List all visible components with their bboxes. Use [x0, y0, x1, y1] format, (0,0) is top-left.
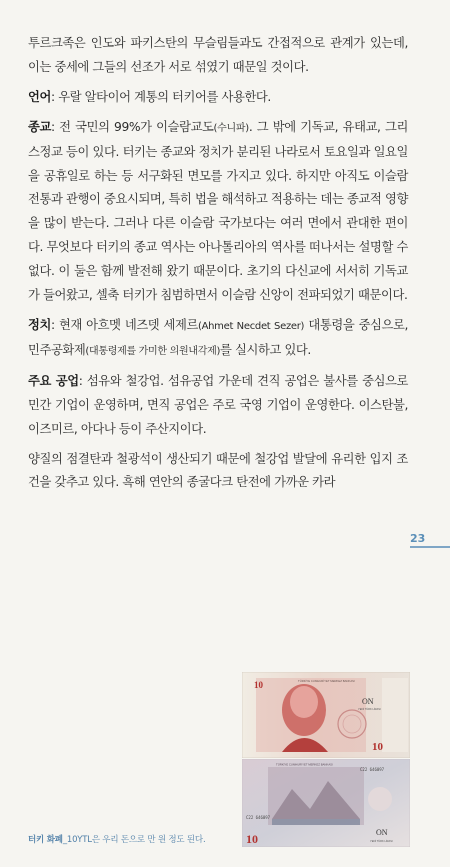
caption-title: 터키 화폐: [28, 835, 63, 845]
banknote-serial-top: C22 646097: [360, 767, 385, 772]
banknote-front-value-bottom: 10: [372, 741, 383, 753]
paragraph-intro: 투르크족은 인도와 파키스탄의 무슬림들과도 간접적으로 관계가 있는데, 이는 중세에 그들의 선조가 서로 섞였기 때문일 것이다.: [28, 36, 408, 74]
banknote-back-on: ON: [376, 828, 388, 837]
paragraph-politics: 정치: 현재 아흐멧 네즈뎃 세제르(Ahmet Necdet Sezer) 대통령을 중심으로, 민주공화제(대통령제를 가미한 의원내각제)를 실시하고 있다.: [28, 317, 409, 357]
politics-label: 정치: [28, 317, 51, 332]
banknote-front-on: ON: [362, 697, 374, 706]
photo-caption: [28, 833, 205, 845]
page-number: 23: [410, 532, 426, 545]
page-number-rule: [410, 546, 450, 548]
paragraph-language: 언어: 우랄 알타이어 계통의 터키어를 사용한다.: [28, 89, 271, 104]
paragraph-steel: 양질의 점결탄과 철광석이 생산되기 때문에 철강업 발달에 유리한 입지 조건을 갖추고 있다. 흑해 연안의 종굴다크 탄전에 가까운 카라: [28, 451, 408, 490]
banknote-serial-bottom: C22 646097: [246, 815, 271, 820]
banknote-photo: [242, 672, 410, 848]
banknote-front-currency: YENİ TÜRK LİRASI: [358, 708, 381, 711]
paragraph-industry: 주요 공업: 섬유와 철강업. 섬유공업 가운데 견직 공업은 불사를 중심으로 민간 기업이 운영하며, 면직 공업은 주로 국영 기업이 운영한다. 이스탄불, 이즈미르, 아다나 등이 주산지이다.: [28, 373, 409, 436]
banknote-back-image: [242, 759, 410, 847]
language-label: 언어: [28, 89, 51, 104]
industry-label: 주요 공업: [28, 373, 79, 388]
banknote-front-image: [242, 672, 410, 758]
paragraph-religion: 종교: 전 국민의 99%가 이슬람교도(수니파). 그 밖에 기독교, 유태교, 그리스정교 등이 있다. 터키는 종교와 정치가 분리된 나라로서 토요일과 일요일을 공휴일로 하는 등 서구화된 면모를 가지고 있다. 하지만 아직도 이슬람 전통과 관행이 중요시되며, 특히 법을 해석하고 적용하는 데는 종교적 영향을 많이 받는다. 그러나 다른 이슬람 국가보다는 여러 면에서 관대한 편이다. 무엇보다 터키의 종교 역사는 아나톨리아의 역사를 떠나서는 설명할 수 없다. 이 둘은 함께 발전해 왔기 때문이다. 초기의 다신교에 서서히 기독교가 들어왔고, 셀축 터키가 침범하면서 이슬람 신앙이 전파되었기 때문이다.: [28, 119, 408, 303]
body-text: [28, 32, 408, 501]
caption-text: _10YTL은 우리 돈으로 만 원 정도 된다.: [62, 835, 206, 845]
banknote-back-value: 10: [246, 832, 258, 846]
banknote-back-currency: YENİ TÜRK LİRASI: [370, 840, 393, 843]
religion-label: 종교: [28, 119, 51, 134]
banknote-front-value-top: 10: [254, 680, 263, 690]
banknote-front-bank-name: TÜRKİYE CUMHURİYET MERKEZ BANKASI: [298, 679, 355, 683]
banknote-back-bank-name: TÜRKİYE CUMHURİYET MERKEZ BANKASI: [276, 762, 333, 767]
